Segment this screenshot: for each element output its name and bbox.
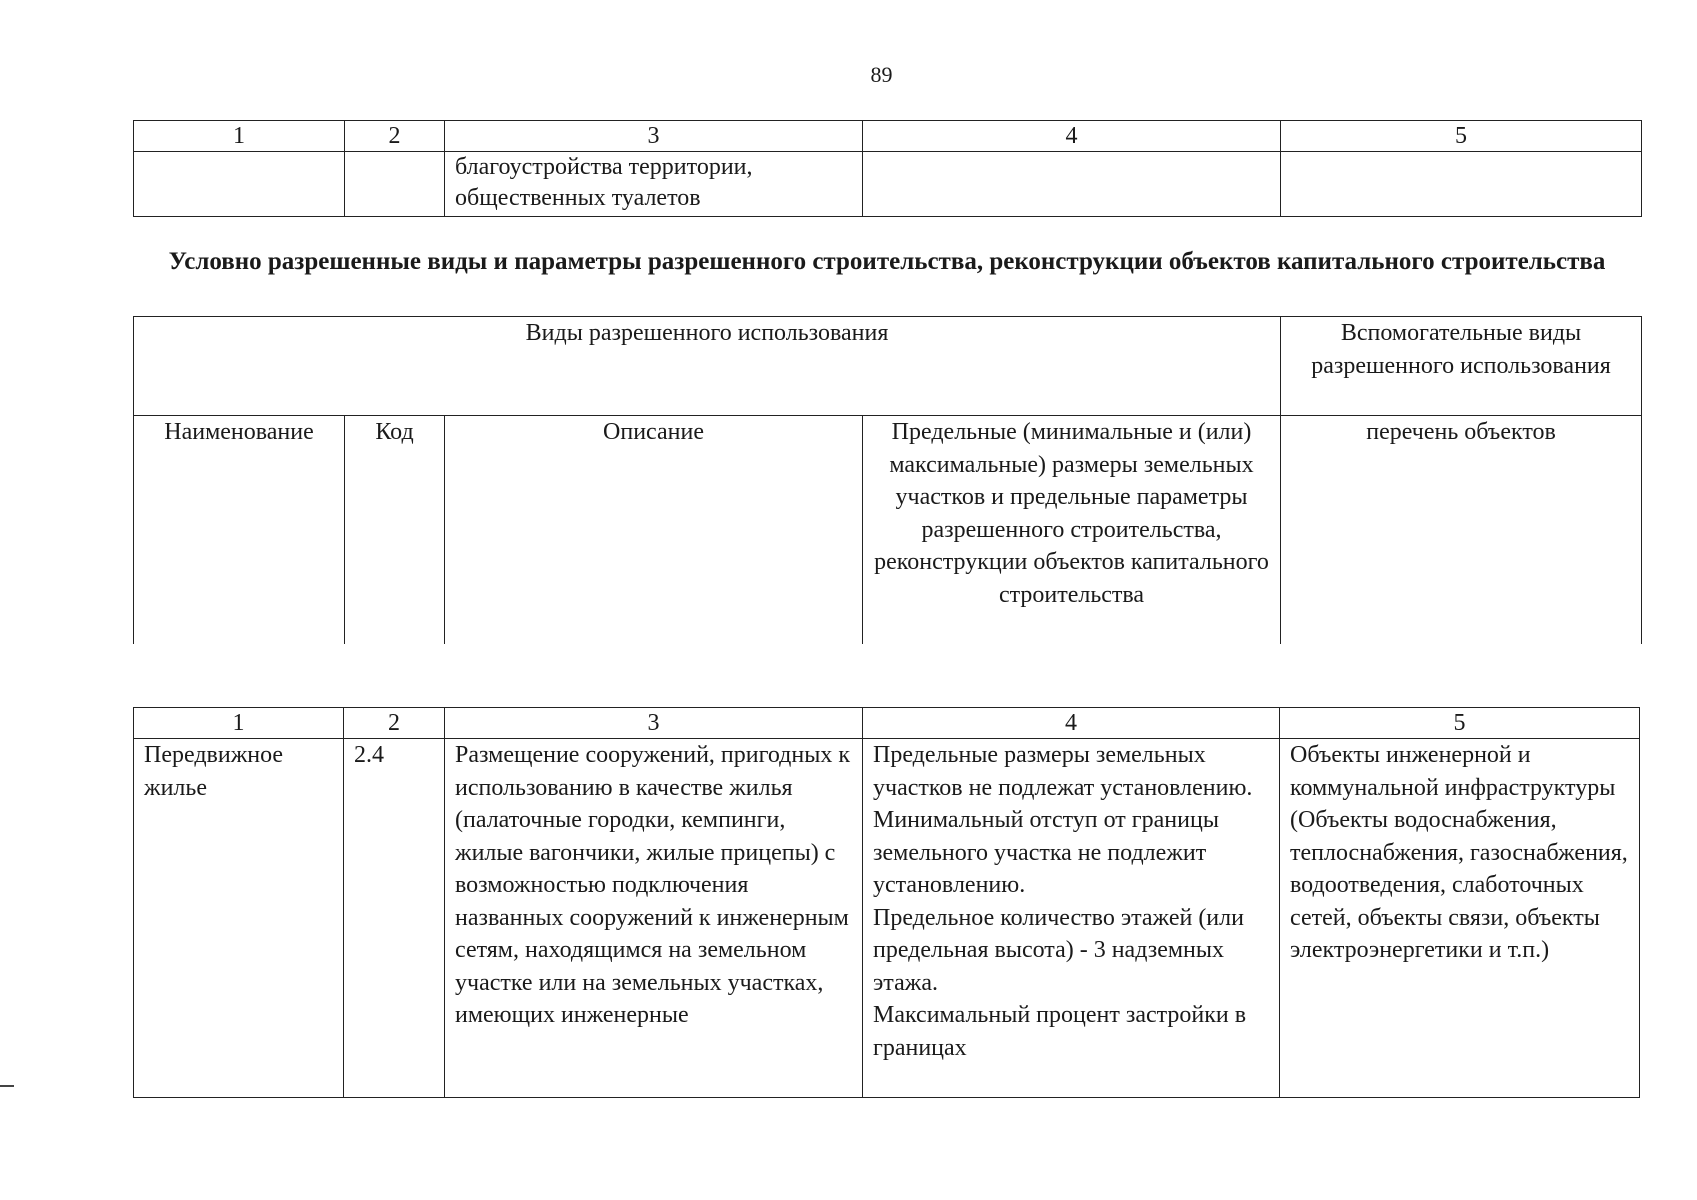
column-number: 4 <box>863 121 1281 152</box>
cell-description: Размещение сооружений, пригодных к использованию в качестве жилья (палаточные городки, кемпинги, жилые вагончики, жилые прицепы) с возможностью подключения названных сооружений к инженерным сетям, находящимся на земельном участке или на земельных участках, имеющих инженерные <box>445 739 863 1098</box>
table-row <box>134 152 1642 217</box>
column-header-code: Код <box>345 416 445 645</box>
column-number: 1 <box>134 121 345 152</box>
group-header-row <box>134 317 1642 416</box>
margin-mark <box>0 1085 14 1087</box>
column-number: 2 <box>345 121 445 152</box>
table-cell <box>345 152 445 217</box>
column-header-row <box>134 416 1642 645</box>
cell-limits: Предельные размеры земельных участков не подлежат установлению. Минимальный отступ от границы земельного участка не подлежит установлению. Предельное количество этажей (или предельная высота) - 3 надземных этажа. Максимальный процент застройки в границах <box>863 739 1280 1098</box>
column-number-row <box>134 708 1640 739</box>
column-number: 2 <box>344 708 445 739</box>
table-cell <box>134 152 345 217</box>
column-header-limits: Предельные (минимальные и (или) максимальные) размеры земельных участков и предельные параметры разрешенного строительства, реконструкции объектов капитального строительства <box>863 416 1281 645</box>
table-cell: благоустройства территории, общественных туалетов <box>445 152 863 217</box>
section-title: Условно разрешенные виды и параметры разрешенного строительства, реконструкции объектов капитального строительства <box>168 248 1606 275</box>
cell-name: Передвижное жилье <box>134 739 344 1098</box>
column-number: 4 <box>863 708 1280 739</box>
column-number: 3 <box>445 708 863 739</box>
cell-code: 2.4 <box>344 739 445 1098</box>
table-row <box>134 739 1640 1098</box>
main-table <box>133 707 1640 1098</box>
column-header-description: Описание <box>445 416 863 645</box>
table-cell <box>863 152 1281 217</box>
column-number-row <box>134 121 1642 152</box>
page-number: 89 <box>870 62 893 87</box>
column-number: 5 <box>1280 708 1640 739</box>
column-header-objects: перечень объектов <box>1281 416 1642 645</box>
column-number: 3 <box>445 121 863 152</box>
column-number: 5 <box>1281 121 1642 152</box>
column-number: 1 <box>134 708 344 739</box>
cell-objects: Объекты инженерной и коммунальной инфраструктуры (Объекты водоснабжения, теплоснабжения, газоснабжения, водоотведения, слаботочных сетей, объекты связи, объекты электроэнергетики и т.п.) <box>1280 739 1640 1098</box>
table-cell <box>1281 152 1642 217</box>
header-table <box>133 316 1642 644</box>
continuation-table <box>133 120 1642 217</box>
group-header-aux: Вспомогательные виды разрешенного использования <box>1281 317 1642 416</box>
group-header-main: Виды разрешенного использования <box>134 317 1281 416</box>
column-header-name: Наименование <box>134 416 345 645</box>
